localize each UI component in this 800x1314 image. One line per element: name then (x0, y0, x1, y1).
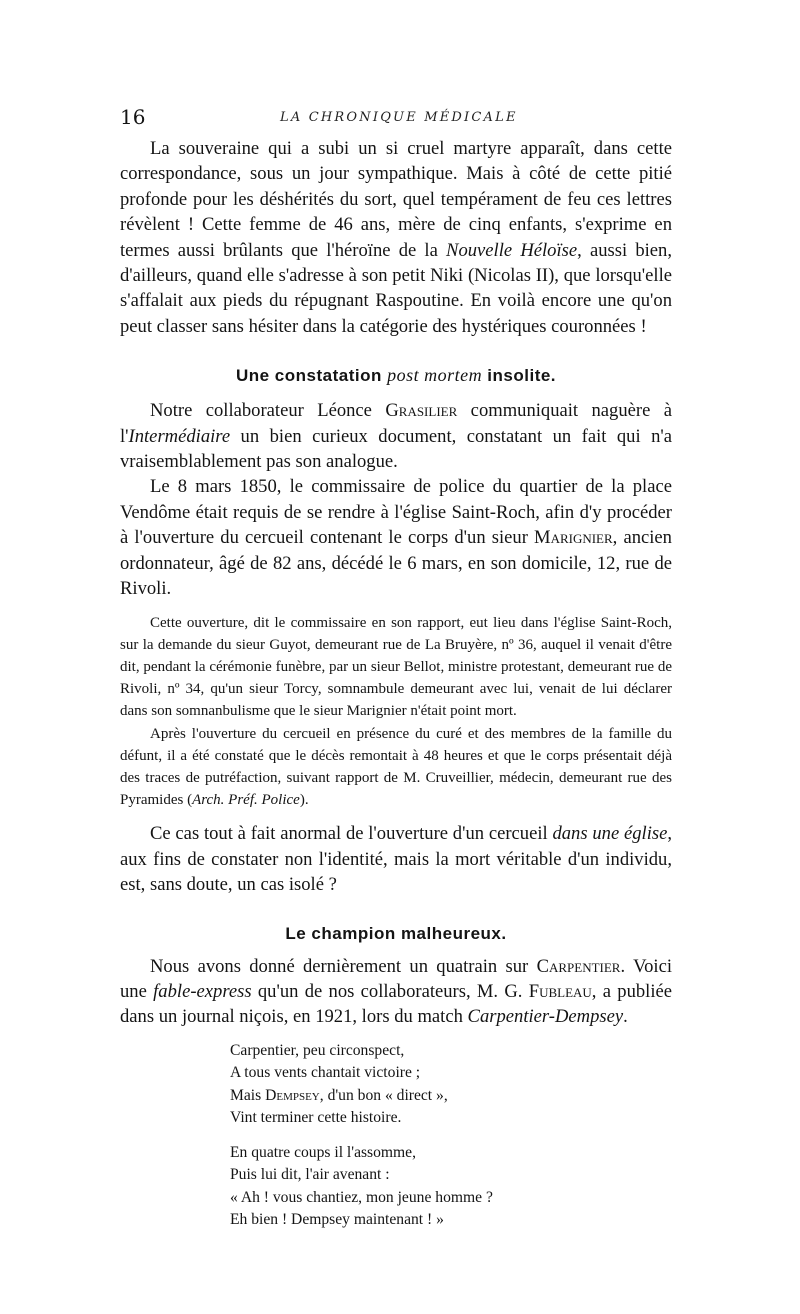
intro-text-2: , aussi bien, d'ailleurs, quand elle s'adresse à son petit Niki (Nicolas II), que lorsqu'elle s'affalait aux pieds du répugnant Raspoutine. En voilà encore une qu'on peut classer sans hésiter dans la catégorie des hystériques couronnées ! (120, 239, 672, 337)
section1-paragraph-1 (120, 398, 672, 474)
page-number: 16 (120, 105, 146, 129)
intro-italic-title: Nouvelle Héloïse (446, 239, 578, 261)
archive-source: Arch. Préf. Police (192, 792, 300, 809)
section1-paragraph-2 (120, 474, 672, 601)
s1p2-text-a: Le 8 mars 1850, le commissaire de police du quartier de la place Vendôme était requis de se rendre à l'église Saint-Roch, afin d'y procéder à l'ouverture du cercueil contenant le corps d'un sieur (120, 476, 672, 549)
name-dempsey: Dempsey (265, 1086, 320, 1104)
poem-line-3b: , d'un bon « direct », (319, 1086, 448, 1104)
title-part-a: Une constatation (235, 366, 388, 386)
italic-fable-express: fable-express (153, 980, 252, 1002)
poem-line: Eh bien ! Dempsey maintenant ! » (230, 1211, 444, 1229)
section1-paragraph-3 (120, 821, 672, 897)
poem-line: « Ah ! vous chantiez, mon jeune homme ? (230, 1188, 493, 1206)
poem-line (230, 1085, 672, 1108)
poem-line: Vint terminer cette histoire. (230, 1109, 402, 1127)
running-title: LA CHRONIQUE MÉDICALE (280, 110, 518, 125)
s1p3-italic: dans une église (552, 823, 668, 845)
title-italic: post mortem (387, 365, 483, 386)
s2p1-text-b: . Voici une (120, 955, 673, 1002)
s1p1-text-c: un bien curieux document, constatant un fait qui n'a vraisemblablement pas son analogue. (120, 425, 672, 473)
title-part-b: insolite. (482, 366, 557, 386)
s2p1-text-e: . (623, 1006, 628, 1028)
fable-poem (230, 1040, 672, 1232)
poem-line: Carpentier, peu circonspect, (230, 1041, 405, 1059)
s2p1-text-d: , a publiée dans un journal niçois, en 1921, lors du match (120, 980, 672, 1028)
quote2-text-a: Après l'ouverture du cercueil en présence du curé et des membres de la famille du défunt, il a été constaté que le décès remontait à 48 heures et que le corps présentait déjà des traces de putréfaction, suivant rapport de M. Cruveillier, médecin, demeurant rue des Pyramides ( (120, 725, 672, 809)
journal-title-intermediaire: Intermédiaire (128, 425, 231, 447)
poem-line: En quatre coups il l'assomme, (230, 1143, 416, 1161)
s2p1-text-c: qu'un de nos collaborateurs, M. G. (251, 980, 529, 1002)
intro-paragraph (120, 136, 672, 339)
section-title-post-mortem (120, 365, 672, 386)
quote2-text-b: ). (299, 792, 309, 809)
italic-match-name: Carpentier-Dempsey (467, 1006, 624, 1028)
report-quote-1: Cette ouverture, dit le commissaire en son rapport, eut lieu dans l'église Saint-Roch, sur la demande du sieur Guyot, demeurant rue de La Bruyère, nº 36, auquel il venait d'être dit, pendant la cérémonie funèbre, par un sieur Bellot, ministre protestant, demeurant rue de Rivoli, nº 34, qu'un sieur Torcy, somnambule demeurant avec lui, venait de lui déclarer dans son somnanbulisme que le sieur Marignier n'était point mort. (120, 614, 672, 720)
author-name-grasilier: Grasilier (385, 400, 458, 422)
s2p1-text-a: Nous avons donné dernièrement un quatrain sur (150, 955, 537, 977)
report-quote-2 (120, 723, 672, 812)
section2-paragraph-1 (120, 954, 672, 1030)
name-marignier: Marignier (534, 527, 613, 549)
stanza-break (230, 1130, 672, 1142)
s1p1-text-b: communiquait naguère à l' (120, 400, 672, 447)
s1p2-text-b: , ancien ordonnateur, âgé de 82 ans, décédé le 6 mars, en son domicile, 12, rue de Rivoli. (120, 527, 672, 600)
page-header (120, 105, 672, 129)
main-text (120, 136, 672, 1232)
s1p1-text-a: Notre collaborateur Léonce (150, 400, 386, 422)
s1p3-text-b: , aux fins de constater non l'identité, mais la mort véritable d'un individu, est, sans doute, un cas isolé ? (120, 823, 673, 896)
poem-line: A tous vents chantait victoire ; (230, 1064, 421, 1082)
intro-text-1: La souveraine qui a subi un si cruel martyre apparaît, dans cette correspondance, sous un jour sympathique. Mais à côté de cette pitié profonde pour les déshérités du sort, quel tempérament de feu ces lettres révèlent ! Cette femme de 46 ans, mère de cinq enfants, s'exprime en termes aussi brûlants que l'héroïne de la (120, 138, 672, 261)
poem-line: Puis lui dit, l'air avenant : (230, 1166, 390, 1184)
s1p3-text-a: Ce cas tout à fait anormal de l'ouverture d'un cercueil (150, 823, 553, 845)
name-fubleau: Fubleau (528, 980, 592, 1002)
poem-line-3a: Mais (230, 1086, 266, 1104)
section-title-champion: Le champion malheureux. (285, 923, 507, 943)
name-carpentier: Carpentier (536, 955, 621, 977)
